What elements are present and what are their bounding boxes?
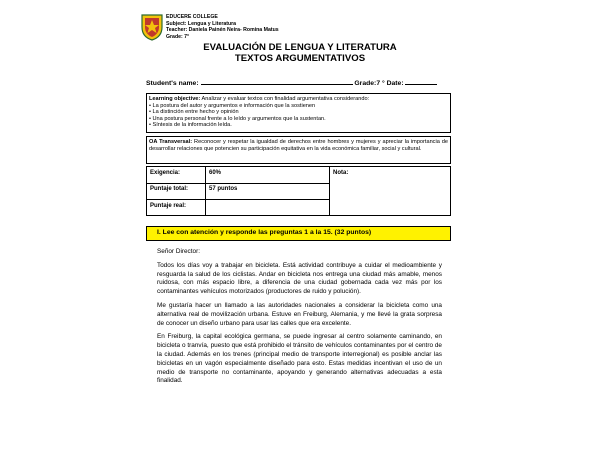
- school-name: EDUCERE COLLEGE: [166, 14, 218, 20]
- learning-objective-intro: Analizar y evaluar textos con finalidad argumentativa considerando:: [201, 96, 370, 102]
- objective-item: • Una postura personal frente a lo leído y argumentos que la sustentan.: [149, 115, 326, 122]
- letter-paragraph: En Freiburg, la capital ecológica germana, se puede ingresar al centro solamente caminando, en bicicleta o tranvía, puesto que está prohibido el tránsito de vehículos contaminantes por el centro de la ciudad. Además en los trenes (principal medio de transporte interregional) es posible anclar las bicicletas en un vagón especialmente diseñado para esto. Estas medidas incentivan el uso de un medio de transporte no contaminante, apoyando y generando alternativas adecuadas a esta finalidad.: [157, 333, 442, 385]
- objective-item: • La postura del autor y argumentos e información que la sostienen: [149, 102, 316, 109]
- letter-greeting: Señor Director:: [157, 248, 200, 255]
- school-crest-icon: [140, 13, 164, 41]
- school-header: [166, 14, 279, 40]
- learning-objective-label: Learning objective:: [149, 96, 201, 102]
- nota-label: Nota:: [333, 170, 349, 176]
- grade-line: Grade: 7°: [166, 33, 190, 40]
- oa-transversal-text: Reconocer y respetar la igualdad de derechos entre hombres y mujeres y apreciar la importancia de desarrollar relaciones que potencien su participación equitativa en la vida económica familiar, social y cultural.: [149, 139, 448, 152]
- student-name-label: Student's name:: [146, 80, 199, 87]
- student-info-line: [146, 77, 446, 87]
- oa-transversal-box: [146, 136, 451, 164]
- letter-paragraph: Todos los días voy a trabajar en bicicleta. Está actividad contribuye a cuidar el medioambiente y resguarda la salud de los ciclistas. Andar en bicicleta nos entrega una ciudad más amable, menos ruidosa, con más espacio libre, a diferencia de una ciudad gobernada cada vez más por los contaminantes vehículos motorizados (productores de ruido y polución).: [157, 261, 442, 296]
- teacher-line: Teacher: Daniela Painén Neira- Romina Matus: [166, 27, 279, 33]
- objective-item: • Síntesis de la información leída.: [149, 122, 232, 129]
- puntaje-total-value: 57 puntos: [209, 186, 238, 192]
- subject-line: Subject: Lengua y Literatura: [166, 20, 237, 27]
- score-table: [146, 166, 451, 216]
- oa-transversal-label: OA Transversal:: [149, 139, 193, 145]
- title-line-1: EVALUACIÓN DE LENGUA Y LITERATURA: [203, 42, 397, 53]
- date-label: Date:: [386, 80, 404, 87]
- puntaje-total-label: Puntaje total:: [150, 186, 189, 192]
- puntaje-real-field[interactable]: [206, 201, 326, 215]
- student-name-field[interactable]: [201, 77, 353, 85]
- exigencia-label: Exigencia:: [150, 170, 181, 176]
- letter-paragraph: Me gustaría hacer un llamado a las autoridades nacionales a considerar la bicicleta como una alternativa real de movilización urbana. Estuve en Freiburg, Alemania, y me llevé la grata sorpresa de conocer un diseño urbano para usar las calles que era excelente.: [157, 301, 442, 327]
- letter-text: [157, 248, 442, 391]
- grade-value: 7 °: [376, 80, 385, 87]
- title-line-2: TEXTOS ARGUMENTATIVOS: [234, 52, 366, 64]
- exigencia-value: 60%: [209, 170, 222, 176]
- learning-objective-box: [146, 93, 451, 133]
- objective-item: • La distinción entre hecho y opinión: [149, 109, 239, 116]
- puntaje-real-label: Puntaje real:: [150, 203, 187, 209]
- grade-label: Grade:: [354, 80, 377, 87]
- page-title: [140, 43, 460, 64]
- instruction-banner: I. Lee con atención y responde las preguntas 1 a la 15. (32 puntos): [146, 226, 451, 241]
- date-field[interactable]: [405, 77, 437, 85]
